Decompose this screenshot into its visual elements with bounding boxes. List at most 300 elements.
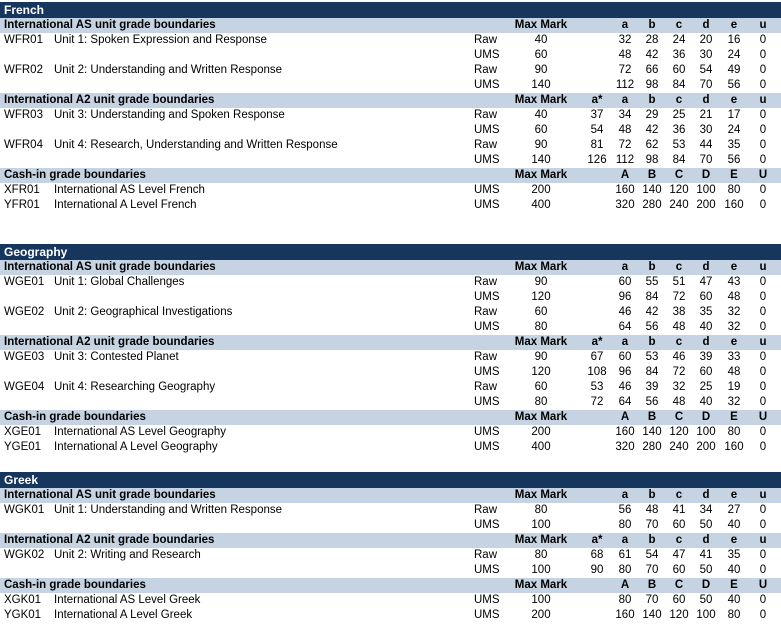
header-grade: u <box>759 489 767 501</box>
table-row <box>0 305 781 320</box>
grade-value: 47 <box>672 549 686 561</box>
grade-value: 33 <box>727 351 741 363</box>
grade-value: 36 <box>672 49 686 61</box>
grade-value: 80 <box>727 609 741 621</box>
qualification-code: XGE01 <box>4 426 42 438</box>
grade-value: 120 <box>669 609 689 621</box>
grade-value: 48 <box>672 321 686 333</box>
grade-value: 0 <box>759 426 767 438</box>
mark-type: UMS <box>474 199 500 211</box>
grade-value: 98 <box>645 154 659 166</box>
unit-name: Unit 4: Researching Geography <box>54 381 216 393</box>
grade-value: 0 <box>759 321 767 333</box>
section-french <box>0 2 781 213</box>
header-grade: B <box>647 579 657 591</box>
unit-code: WFR02 <box>4 64 43 76</box>
grade-value: 80 <box>618 594 632 606</box>
header-grade: a* <box>591 336 603 348</box>
header-grade: E <box>730 169 738 181</box>
unit-name: Unit 3: Contested Planet <box>54 351 179 363</box>
header-grade: d <box>702 261 710 273</box>
grade-value: 21 <box>699 109 713 121</box>
grade-value: 24 <box>727 124 741 136</box>
mark-type: UMS <box>474 124 500 136</box>
grade-value: 66 <box>645 64 659 76</box>
grade-value: 39 <box>645 381 659 393</box>
grade-value: 72 <box>672 366 686 378</box>
table-row <box>0 320 781 335</box>
grade-value: 240 <box>669 441 689 453</box>
max-mark: 100 <box>531 594 551 606</box>
grade-value: 0 <box>759 519 767 531</box>
header-grade: A <box>620 411 630 423</box>
grade-value: 46 <box>618 306 632 318</box>
grade-value: 200 <box>696 441 716 453</box>
header-label: International A2 unit grade boundaries <box>4 534 215 546</box>
grade-value: 60 <box>618 276 632 288</box>
grade-value: 67 <box>590 351 604 363</box>
max-mark: 60 <box>534 49 548 61</box>
grade-value: 36 <box>672 124 686 136</box>
grade-value: 80 <box>618 564 632 576</box>
grade-value: 34 <box>699 504 713 516</box>
section-geography <box>0 244 781 455</box>
grade-value: 24 <box>727 49 741 61</box>
max-mark: 90 <box>534 64 548 76</box>
grade-value: 200 <box>696 199 716 211</box>
grade-value: 108 <box>587 366 607 378</box>
table-row <box>0 563 781 578</box>
header-grade: B <box>647 169 657 181</box>
grade-value: 0 <box>759 291 767 303</box>
table-header-row <box>0 533 781 548</box>
grade-value: 0 <box>759 49 767 61</box>
header-grade: D <box>701 169 711 181</box>
grade-value: 30 <box>699 49 713 61</box>
header-grade: a <box>621 261 629 273</box>
table-row <box>0 33 781 48</box>
header-grade: d <box>702 336 710 348</box>
max-mark: 60 <box>534 381 548 393</box>
grade-value: 140 <box>642 184 662 196</box>
grade-value: 30 <box>699 124 713 136</box>
grade-value: 43 <box>727 276 741 288</box>
header-grade: a <box>621 534 629 546</box>
mark-type: UMS <box>474 396 500 408</box>
mark-type: Raw <box>474 139 498 151</box>
grade-value: 39 <box>699 351 713 363</box>
unit-code: WGE02 <box>4 306 45 318</box>
grade-value: 240 <box>669 199 689 211</box>
grade-value: 60 <box>672 564 686 576</box>
mark-type: Raw <box>474 381 498 393</box>
unit-code: WFR04 <box>4 139 43 151</box>
grade-value: 160 <box>724 441 744 453</box>
grade-value: 84 <box>672 79 686 91</box>
grade-value: 48 <box>645 504 659 516</box>
grade-value: 56 <box>645 396 659 408</box>
grade-value: 60 <box>618 351 632 363</box>
header-grade: U <box>758 579 768 591</box>
grade-value: 80 <box>727 426 741 438</box>
header-grade: a* <box>591 534 603 546</box>
header-label: Cash-in grade boundaries <box>4 579 146 591</box>
grade-value: 0 <box>759 79 767 91</box>
grade-value: 32 <box>727 321 741 333</box>
grade-value: 72 <box>590 396 604 408</box>
mark-type: Raw <box>474 276 498 288</box>
mark-type: UMS <box>474 291 500 303</box>
header-grade: u <box>759 534 767 546</box>
header-grade: a <box>621 19 629 31</box>
table-header-row <box>0 578 781 593</box>
grade-value: 68 <box>590 549 604 561</box>
header-max-mark: Max Mark <box>514 336 568 348</box>
table-row <box>0 593 781 608</box>
grade-value: 84 <box>672 154 686 166</box>
grade-value: 48 <box>618 49 632 61</box>
grade-value: 0 <box>759 504 767 516</box>
grade-value: 320 <box>615 199 635 211</box>
grade-value: 280 <box>642 441 662 453</box>
grade-value: 37 <box>590 109 604 121</box>
header-grade: b <box>648 94 656 106</box>
max-mark: 120 <box>531 291 551 303</box>
qualification-code: YGE01 <box>4 441 42 453</box>
header-grade: b <box>648 489 656 501</box>
mark-type: UMS <box>474 366 500 378</box>
grade-value: 0 <box>759 381 767 393</box>
grade-value: 140 <box>642 609 662 621</box>
mark-type: UMS <box>474 609 500 621</box>
qualification-code: YGK01 <box>4 609 42 621</box>
table-row <box>0 548 781 563</box>
grade-value: 19 <box>727 381 741 393</box>
qualification-name: International AS Level Greek <box>54 594 201 606</box>
grade-value: 47 <box>699 276 713 288</box>
grade-value: 60 <box>672 64 686 76</box>
header-grade: E <box>730 411 738 423</box>
header-grade: U <box>758 169 768 181</box>
table-header-row <box>0 488 781 503</box>
mark-type: UMS <box>474 49 500 61</box>
grade-value: 0 <box>759 549 767 561</box>
mark-type: UMS <box>474 154 500 166</box>
grade-value: 54 <box>590 124 604 136</box>
header-grade: a <box>621 94 629 106</box>
header-grade: d <box>702 19 710 31</box>
grade-value: 60 <box>699 366 713 378</box>
header-grade: u <box>759 94 767 106</box>
table-row <box>0 365 781 380</box>
header-grade: e <box>730 489 738 501</box>
grade-value: 32 <box>672 381 686 393</box>
unit-name: Unit 2: Geographical Investigations <box>54 306 233 318</box>
mark-type: Raw <box>474 351 498 363</box>
max-mark: 40 <box>534 109 548 121</box>
max-mark: 80 <box>534 396 548 408</box>
header-max-mark: Max Mark <box>514 94 568 106</box>
grade-value: 100 <box>696 426 716 438</box>
header-grade: A <box>620 579 630 591</box>
header-grade: D <box>701 411 711 423</box>
grade-value: 100 <box>696 184 716 196</box>
header-grade: b <box>648 336 656 348</box>
header-label: International A2 unit grade boundaries <box>4 94 215 106</box>
header-grade: E <box>730 579 738 591</box>
grade-value: 25 <box>672 109 686 121</box>
table-row <box>0 290 781 305</box>
grade-value: 0 <box>759 199 767 211</box>
grade-value: 96 <box>618 291 632 303</box>
table-row <box>0 518 781 533</box>
grade-value: 42 <box>645 306 659 318</box>
grade-value: 81 <box>590 139 604 151</box>
unit-name: Unit 1: Spoken Expression and Response <box>54 34 267 46</box>
mark-type: UMS <box>474 519 500 531</box>
header-grade: C <box>674 169 684 181</box>
unit-name: Unit 4: Research, Understanding and Written Response <box>54 139 338 151</box>
grade-value: 40 <box>727 564 741 576</box>
grade-value: 0 <box>759 109 767 121</box>
grade-value: 0 <box>759 154 767 166</box>
grade-value: 56 <box>645 321 659 333</box>
table-header-row <box>0 260 781 275</box>
grade-value: 32 <box>618 34 632 46</box>
unit-code: WFR03 <box>4 109 43 121</box>
mark-type: Raw <box>474 64 498 76</box>
grade-value: 0 <box>759 351 767 363</box>
qualification-code: XGK01 <box>4 594 42 606</box>
grade-value: 32 <box>727 396 741 408</box>
grade-value: 40 <box>727 594 741 606</box>
grade-value: 112 <box>615 79 635 91</box>
header-grade: a* <box>591 94 603 106</box>
unit-code: WGK01 <box>4 504 45 516</box>
table-row <box>0 138 781 153</box>
max-mark: 80 <box>534 321 548 333</box>
header-grade: e <box>730 336 738 348</box>
grade-value: 0 <box>759 139 767 151</box>
header-grade: u <box>759 261 767 273</box>
qualification-code: YFR01 <box>4 199 40 211</box>
grade-value: 160 <box>724 199 744 211</box>
mark-type: UMS <box>474 426 500 438</box>
grade-value: 70 <box>699 154 713 166</box>
header-grade: c <box>675 534 683 546</box>
header-grade: u <box>759 19 767 31</box>
grade-value: 35 <box>727 139 741 151</box>
header-label: International AS unit grade boundaries <box>4 19 216 31</box>
mark-type: Raw <box>474 306 498 318</box>
header-grade: D <box>701 579 711 591</box>
max-mark: 100 <box>531 564 551 576</box>
grade-value: 50 <box>699 564 713 576</box>
grade-value: 0 <box>759 184 767 196</box>
grade-value: 160 <box>615 426 635 438</box>
grade-value: 70 <box>645 519 659 531</box>
grade-value: 49 <box>727 64 741 76</box>
grade-value: 60 <box>699 291 713 303</box>
grade-value: 48 <box>618 124 632 136</box>
grade-value: 46 <box>618 381 632 393</box>
grade-value: 56 <box>727 79 741 91</box>
grade-value: 38 <box>672 306 686 318</box>
header-grade: b <box>648 19 656 31</box>
grade-value: 29 <box>645 109 659 121</box>
grade-value: 70 <box>699 79 713 91</box>
header-max-mark: Max Mark <box>514 489 568 501</box>
unit-name: Unit 1: Understanding and Written Response <box>54 504 283 516</box>
grade-value: 32 <box>727 306 741 318</box>
header-grade: u <box>759 336 767 348</box>
grade-value: 72 <box>618 139 632 151</box>
unit-code: WGE01 <box>4 276 45 288</box>
mark-type: UMS <box>474 321 500 333</box>
section-title: French <box>0 2 781 18</box>
grade-value: 40 <box>699 321 713 333</box>
max-mark: 120 <box>531 366 551 378</box>
grade-value: 24 <box>672 34 686 46</box>
max-mark: 40 <box>534 34 548 46</box>
qualification-name: International A Level Geography <box>54 441 218 453</box>
table-header-row <box>0 168 781 183</box>
table-row <box>0 425 781 440</box>
grade-value: 0 <box>759 564 767 576</box>
grade-value: 27 <box>727 504 741 516</box>
header-grade: c <box>675 19 683 31</box>
max-mark: 60 <box>534 124 548 136</box>
mark-type: UMS <box>474 184 500 196</box>
grade-value: 41 <box>699 549 713 561</box>
grade-value: 51 <box>672 276 686 288</box>
header-max-mark: Max Mark <box>514 411 568 423</box>
grade-value: 84 <box>645 291 659 303</box>
grade-value: 17 <box>727 109 741 121</box>
mark-type: UMS <box>474 441 500 453</box>
header-label: Cash-in grade boundaries <box>4 169 146 181</box>
header-label: International A2 unit grade boundaries <box>4 336 215 348</box>
header-grade: a <box>621 336 629 348</box>
max-mark: 90 <box>534 139 548 151</box>
table-row <box>0 440 781 455</box>
max-mark: 60 <box>534 306 548 318</box>
grade-value: 53 <box>645 351 659 363</box>
header-grade: e <box>730 19 738 31</box>
header-grade: U <box>758 411 768 423</box>
unit-name: Unit 2: Understanding and Written Response <box>54 64 283 76</box>
mark-type: UMS <box>474 79 500 91</box>
max-mark: 140 <box>531 79 551 91</box>
grade-value: 25 <box>699 381 713 393</box>
qualification-code: XFR01 <box>4 184 40 196</box>
header-max-mark: Max Mark <box>514 169 568 181</box>
header-grade: b <box>648 261 656 273</box>
grade-value: 41 <box>672 504 686 516</box>
max-mark: 140 <box>531 154 551 166</box>
grade-value: 80 <box>618 519 632 531</box>
unit-name: Unit 3: Understanding and Spoken Response <box>54 109 285 121</box>
header-grade: A <box>620 169 630 181</box>
grade-value: 0 <box>759 366 767 378</box>
table-row <box>0 63 781 78</box>
grade-value: 44 <box>699 139 713 151</box>
grade-value: 70 <box>645 594 659 606</box>
table-row <box>0 48 781 63</box>
grade-value: 64 <box>618 321 632 333</box>
section-title: Greek <box>0 472 781 488</box>
grade-value: 60 <box>672 519 686 531</box>
grade-value: 16 <box>727 34 741 46</box>
header-label: Cash-in grade boundaries <box>4 411 146 423</box>
grade-value: 0 <box>759 594 767 606</box>
grade-value: 90 <box>590 564 604 576</box>
table-header-row <box>0 410 781 425</box>
mark-type: UMS <box>474 594 500 606</box>
grade-value: 53 <box>672 139 686 151</box>
table-row <box>0 395 781 410</box>
table-row <box>0 275 781 290</box>
grade-value: 72 <box>672 291 686 303</box>
grade-value: 96 <box>618 366 632 378</box>
grade-value: 42 <box>645 124 659 136</box>
max-mark: 90 <box>534 276 548 288</box>
header-grade: c <box>675 94 683 106</box>
unit-code: WGE03 <box>4 351 45 363</box>
table-header-row <box>0 93 781 108</box>
grade-value: 54 <box>645 549 659 561</box>
grade-value: 0 <box>759 306 767 318</box>
grade-value: 160 <box>615 609 635 621</box>
grade-value: 46 <box>672 351 686 363</box>
grade-value: 34 <box>618 109 632 121</box>
mark-type: Raw <box>474 109 498 121</box>
grade-value: 60 <box>672 594 686 606</box>
grade-value: 56 <box>727 154 741 166</box>
mark-type: Raw <box>474 549 498 561</box>
grade-value: 20 <box>699 34 713 46</box>
grade-value: 62 <box>645 139 659 151</box>
header-max-mark: Max Mark <box>514 19 568 31</box>
table-row <box>0 183 781 198</box>
grade-value: 120 <box>669 184 689 196</box>
grade-value: 55 <box>645 276 659 288</box>
header-max-mark: Max Mark <box>514 261 568 273</box>
grade-value: 48 <box>727 366 741 378</box>
grade-value: 72 <box>618 64 632 76</box>
grade-value: 80 <box>727 184 741 196</box>
grade-value: 35 <box>699 306 713 318</box>
qualification-name: International A Level French <box>54 199 197 211</box>
max-mark: 400 <box>531 199 551 211</box>
grade-value: 35 <box>727 549 741 561</box>
max-mark: 200 <box>531 426 551 438</box>
grade-value: 0 <box>759 276 767 288</box>
unit-name: Unit 1: Global Challenges <box>54 276 185 288</box>
grade-value: 100 <box>696 609 716 621</box>
grade-value: 0 <box>759 441 767 453</box>
header-grade: C <box>674 579 684 591</box>
table-row <box>0 380 781 395</box>
unit-code: WGE04 <box>4 381 45 393</box>
grade-value: 50 <box>699 594 713 606</box>
header-grade: d <box>702 534 710 546</box>
header-grade: d <box>702 489 710 501</box>
header-grade: e <box>730 534 738 546</box>
table-row <box>0 608 781 623</box>
mark-type: Raw <box>474 504 498 516</box>
grade-value: 56 <box>618 504 632 516</box>
